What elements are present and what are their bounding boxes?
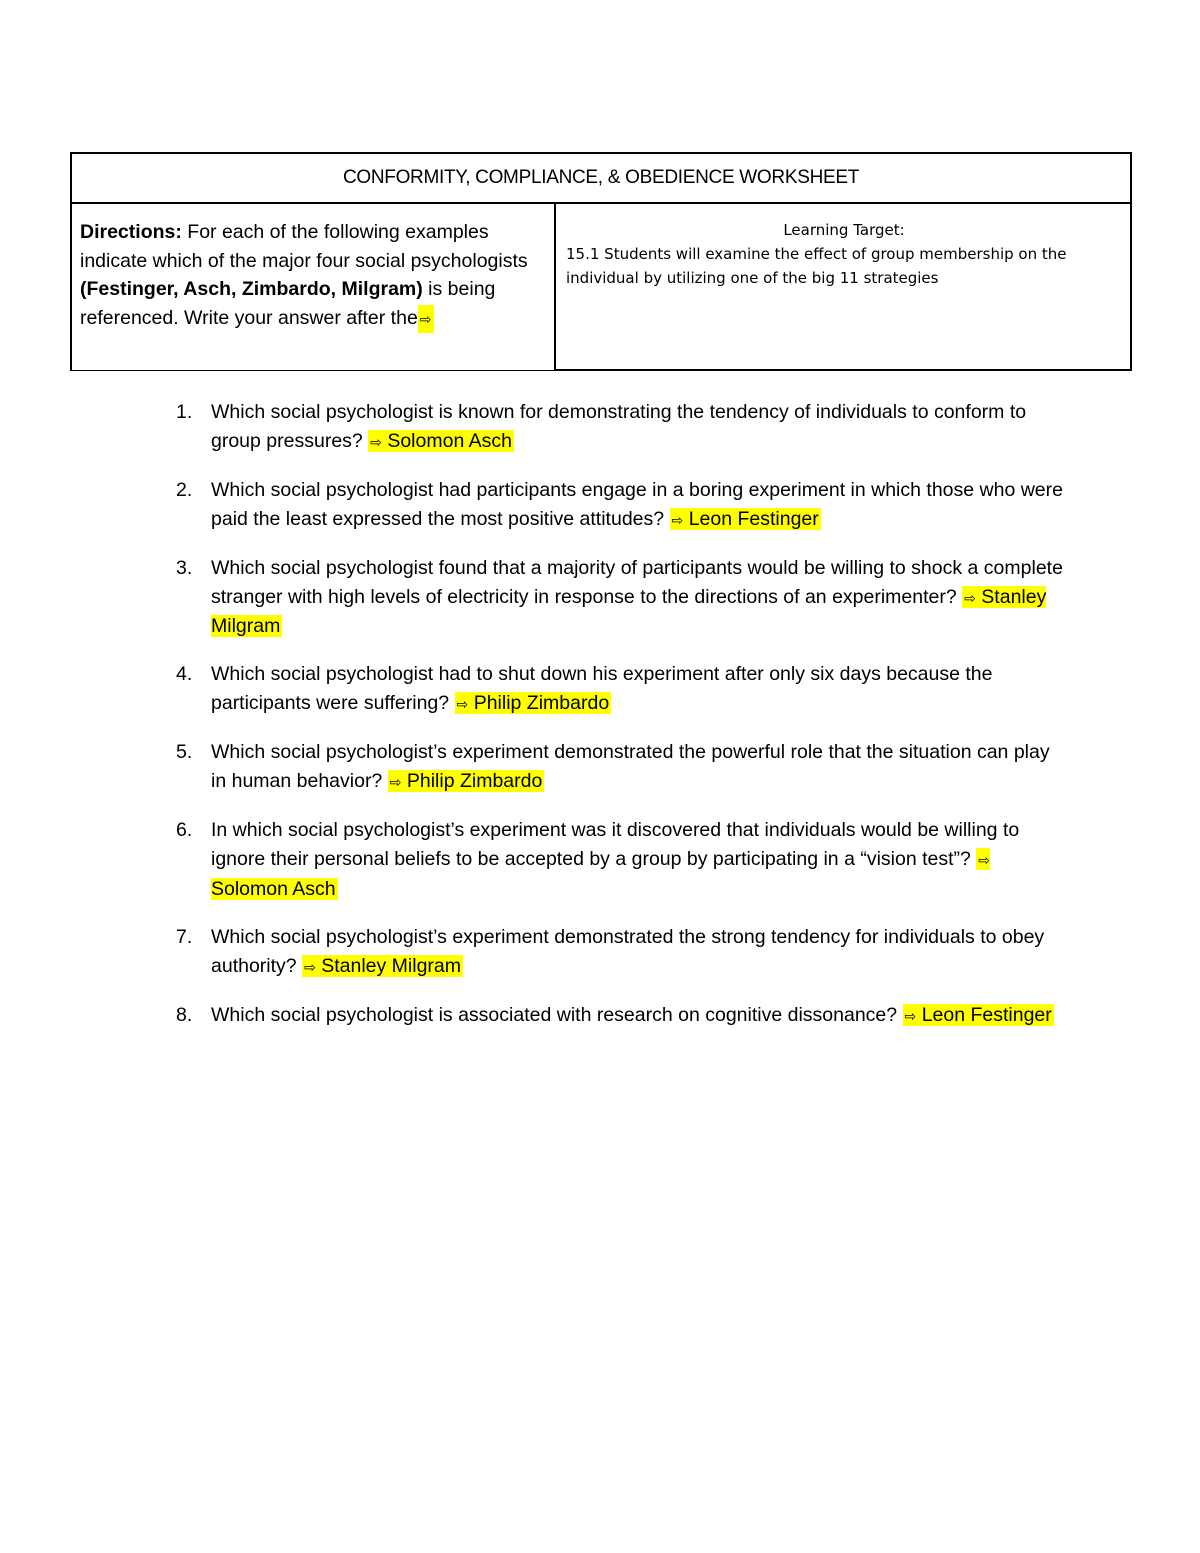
question-text: Which social psychologist is known for demonstrating the tendency of individuals to conform to group pressures?	[211, 401, 1027, 452]
question-item	[170, 816, 1070, 903]
directions-text-2: is being referenced. Write your answer after the	[80, 278, 496, 329]
question-item	[170, 923, 1070, 981]
answer-text: Leon Festinger	[688, 507, 819, 530]
question-item	[170, 1001, 1070, 1031]
question-number: 5.	[176, 741, 193, 764]
right-arrow-icon: ⇨	[978, 851, 991, 868]
question-number: 8.	[176, 1003, 193, 1026]
answer-text: Solomon Asch	[211, 877, 336, 900]
question-text: Which social psychologist found that a majority of participants would be willing to shock a complete stranger with high levels of electricity in response to the directions of an experimenter?	[211, 556, 1063, 608]
answer-text: Leon Festinger	[921, 1003, 1052, 1026]
right-arrow-icon: ⇨	[671, 511, 684, 528]
answer-text: Stanley Milgram	[321, 954, 462, 977]
question-number: 2.	[176, 478, 193, 501]
right-arrow-icon: ⇨	[304, 958, 316, 975]
question-text: Which social psychologist had to shut down his experiment after only six days because the participants were suffering?	[211, 663, 993, 715]
question-number: 6.	[176, 819, 193, 842]
right-arrow-icon: ⇨	[456, 696, 469, 713]
question-number: 3.	[176, 556, 193, 579]
answer-text: Philip Zimbardo	[473, 692, 610, 715]
question-number: 7.	[176, 925, 193, 948]
question-list	[170, 398, 1070, 1050]
answer-text: Solomon Asch	[387, 429, 512, 452]
right-arrow-icon: ⇨	[370, 433, 382, 450]
directions-names: (Festinger, Asch, Zimbardo, Milgram)	[80, 278, 423, 300]
header-table	[70, 152, 1132, 371]
worksheet-title: CONFORMITY, COMPLIANCE, & OBEDIENCE WORKSHEET	[72, 154, 1130, 204]
right-arrow-icon: ⇨	[904, 1007, 917, 1024]
right-arrow-icon: ⇨	[964, 589, 976, 606]
learning-target-title: Learning Target:	[783, 221, 905, 239]
question-text: In which social psychologist’s experiment was it discovered that individuals would be willing to ignore their personal beliefs to be accepted by a group by participating in a “vision test”?	[211, 819, 1020, 870]
right-arrow-icon: ⇨	[418, 305, 434, 334]
question-text: Which social psychologist’s experiment demonstrated the powerful role that the situation can play in human behavior?	[211, 741, 1050, 793]
question-item	[170, 738, 1070, 796]
answer-highlight	[388, 770, 545, 792]
answer-highlight	[903, 1004, 1054, 1026]
directions-cell	[72, 204, 554, 370]
question-number: 4.	[176, 663, 193, 686]
question-item	[170, 398, 1070, 456]
question-item	[170, 554, 1070, 641]
answer-text: Stanley Milgram	[211, 585, 1047, 638]
learning-target-cell	[554, 204, 1132, 370]
directions-text-1: For each of the following examples indicate which of the major four social psychologists	[80, 221, 528, 272]
right-arrow-icon: ⇨	[389, 774, 402, 791]
answer-highlight	[368, 430, 514, 452]
question-text: Which social psychologist’s experiment demonstrated the strong tendency for individuals to obey authority?	[211, 925, 1045, 977]
learning-target-text: 15.1 Students will examine the effect of group membership on the individual by utilizing one of the big 11 strategies	[566, 245, 1067, 287]
answer-highlight	[302, 955, 463, 977]
question-number: 1.	[176, 401, 193, 423]
answer-text: Philip Zimbardo	[406, 770, 543, 793]
directions-label: Directions:	[80, 221, 182, 243]
answer-highlight	[670, 508, 821, 530]
question-text: Which social psychologist had participants engage in a boring experiment in which those who were paid the least expressed the most positive attitudes?	[211, 478, 1063, 530]
question-text: Which social psychologist is associated with research on cognitive dissonance?	[211, 1003, 903, 1026]
answer-highlight	[455, 692, 612, 714]
question-item	[170, 476, 1070, 534]
question-item	[170, 660, 1070, 718]
